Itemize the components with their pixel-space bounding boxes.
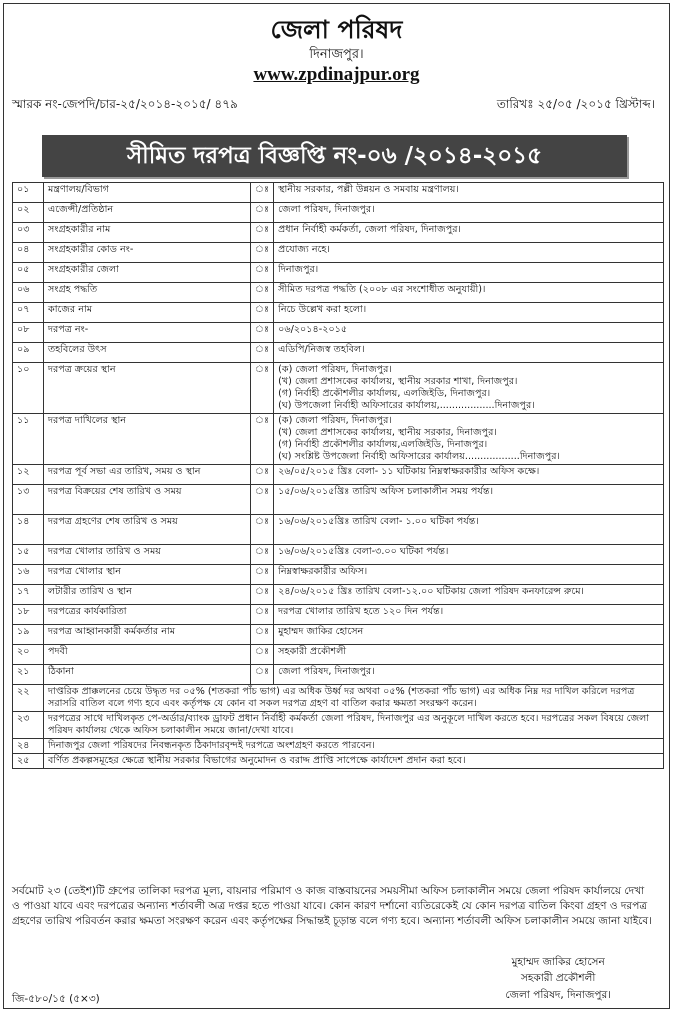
row-value-line: (ক) জেলা পরিষদ, দিনাজপুর। (278, 414, 392, 426)
table-row (13, 183, 664, 203)
row-value-line: (খ) জেলা প্রশাসকের কার্যালয়, স্থানীয় সরকার, দিনাজপুর। (278, 426, 497, 438)
row-value-line: ১৬/০৬/২০১৫খ্রিঃ বেলা-৩.০০ ঘটিকা পর্যন্ত। (278, 545, 449, 557)
row-separator: ঃ (251, 584, 274, 604)
row-number: ১৫ (13, 544, 44, 564)
row-label: দরপত্র পূর্ব সভা এর তারিখ, সময় ও স্থান (44, 464, 251, 484)
table-row (13, 544, 664, 564)
row-number: ০৭ (13, 303, 44, 323)
table-row (13, 604, 664, 624)
table-row (13, 464, 664, 484)
row-value (274, 283, 664, 303)
table-row (13, 243, 664, 263)
note-text: বর্ণিত প্রকল্পসমূহের ক্ষেত্রে স্থানীয় সরকার বিভাগের অনুমোদন ও বরাদ্দ প্রাপ্তি সাপেক্ষে কার্যাদেশ প্রদান করা হবে। (44, 753, 664, 768)
table-row (13, 644, 664, 664)
row-number: ০১ (13, 183, 44, 203)
row-separator: ঃ (251, 223, 274, 243)
note-number: ২৪ (13, 738, 44, 753)
note-text: দরপত্রের সাথে দাখিলকৃত পে-অর্ডার/ব্যাংক ড্রাফট প্রধান নির্বাহী কর্মকর্তা জেলা পরিষদ, দিনাজপুর এর অনুকূলে দাখিল করতে হবে। দরপত্রের সকল বিষয়ে জেলা পরিষদ কার্যালয় থেকে অফিস চলাকালীন সময়ে জানা/দেখা যাবে। (44, 711, 664, 738)
row-label: এজেন্সী/প্রতিষ্ঠান (44, 203, 251, 223)
row-value (274, 183, 664, 203)
note-number: ২৩ (13, 711, 44, 738)
row-number: ২০ (13, 644, 44, 664)
row-value-line: (খ) জেলা প্রশাসকের কার্যালয়, স্থানীয় সরকার শাখা, দিনাজপুর। (278, 375, 518, 387)
row-value-line: জেলা পরিষদ, দিনাজপুর। (278, 204, 375, 215)
note-text: দিনাজপুর জেলা পরিষদের নিবন্ধনকৃত ঠিকাদারবৃন্দই দরপত্রে অংশগ্রহণ করতে পারবেন। (44, 738, 664, 753)
row-label: দরপত্র আহ্বানকারী কর্মকর্তার নাম (44, 624, 251, 644)
row-separator: ঃ (251, 644, 274, 664)
row-separator: ঃ (251, 564, 274, 584)
note-row (13, 711, 664, 738)
row-label: দরপত্র গ্রহণের শেষ তারিখ ও সময় (44, 514, 251, 544)
row-value (274, 644, 664, 664)
row-separator: ঃ (251, 343, 274, 363)
table-row (13, 484, 664, 514)
table-row (13, 564, 664, 584)
memo-number: স্মারক নং-জেপদি/চার-২৫/২০১৪-২০১৫/ ৪৭৯ (12, 97, 238, 111)
row-value-line: জেলা পরিষদ, দিনাজপুর। (278, 665, 375, 677)
row-separator: ঃ (251, 514, 274, 544)
row-label: তহবিলের উৎস (44, 343, 251, 363)
row-label: ঠিকানা (44, 664, 251, 684)
row-value-line: মুহাম্মদ জাকির হোসেন (278, 625, 364, 637)
table-row (13, 413, 664, 464)
row-label: দরপত্র দাখিলের স্থান (44, 413, 251, 464)
signature-block (505, 954, 611, 1003)
row-number: ০৮ (13, 323, 44, 343)
row-value (274, 564, 664, 584)
row-value-line: স্থানীয় সরকার, পল্লী উন্নয়ন ও সমবায় মন্ত্রণালয়। (278, 184, 459, 195)
signatory-name: মুহাম্মদ জাকির হোসেন (511, 956, 605, 968)
row-label: দরপত্র নং- (44, 323, 251, 343)
row-label: সংগ্রহকারীর জেলা (44, 263, 251, 283)
row-separator: ঃ (251, 203, 274, 223)
row-label: কাজের নাম (44, 303, 251, 323)
row-label: দরপত্র ক্রয়ের স্থান (44, 363, 251, 414)
row-number: ১১ (13, 413, 44, 464)
row-value (274, 203, 664, 223)
table-row (13, 664, 664, 684)
row-value-line: (গ) নির্বাহী প্রকৌশলীর কার্যালয়,এলজিইডি, দিনাজপুর। (278, 438, 488, 450)
row-value (274, 484, 664, 514)
table-row (13, 223, 664, 243)
footer-paragraph: সর্বমোট ২৩ (তেইশ)টি গ্রুপের তালিকা দরপত্র মূল্য, বায়নার পরিমাণ ও কাজ বাস্তবায়নের সময়সীমা অফিস চলাকালীন সময়ে জেলা পরিষদ কার্যালয়ে দেখা ও পাওয়া যাবে এবং দরপত্রের অন্যান্য শর্তাবলী অত্র দপ্তর হতে পাওয়া যাবে। কোন কারণ দর্শানো ব্যতিরেকেই যে কোন দরপত্র বাতিল কিংবা গ্রহণ ও দরপত্র গ্রহণের তারিখ পরিবর্তন করার ক্ষমতা সংরক্ষণ করেন এবং কর্তৃপক্ষের সিদ্ধান্তই চূড়ান্ত বলে গণ্য হবে। অন্যান্য শর্তাবলী অফিস চলাকালীন সময়ে জানা যাইবে। (12, 885, 652, 928)
table-row (13, 203, 664, 223)
row-separator: ঃ (251, 283, 274, 303)
note-number: ২৫ (13, 753, 44, 768)
row-value-line: ১৫/০৬/২০১৫খ্রিঃ তারিখ অফিস চলাকালীন সময় পর্যন্ত। (278, 485, 493, 497)
row-number: ১৬ (13, 564, 44, 584)
row-separator: ঃ (251, 544, 274, 564)
row-number: ০৯ (13, 343, 44, 363)
row-value (274, 323, 664, 343)
row-value (274, 343, 664, 363)
row-value (274, 464, 664, 484)
row-value-line: (ঘ) উপজেলা নির্বাহী অফিসারের কার্যালয়,..................দিনাজপুর। (278, 399, 535, 411)
row-value-line: নিচে উল্লেখ করা হলো। (278, 304, 367, 315)
row-label: দরপত্রের কার্যকারিতা (44, 604, 251, 624)
row-value-line: (ক) জেলা পরিষদ, দিনাজপুর। (278, 364, 392, 375)
row-label: সংগ্রহ পদ্ধতি (44, 283, 251, 303)
row-value (274, 413, 664, 464)
table-row (13, 303, 664, 323)
row-separator: ঃ (251, 624, 274, 644)
tender-details-table (12, 182, 664, 769)
row-value (274, 263, 664, 283)
row-value (274, 664, 664, 684)
note-row (13, 684, 664, 711)
notice-banner: সীমিত দরপত্র বিজ্ঞপ্তি নং-০৬ /২০১৪-২০১৫ (42, 135, 627, 177)
note-number: ২২ (13, 684, 44, 711)
row-value (274, 243, 664, 263)
row-value-line: এডিপি/নিজস্ব তহবিল। (278, 344, 365, 355)
row-separator: ঃ (251, 604, 274, 624)
table-row (13, 343, 664, 363)
row-label: পদবী (44, 644, 251, 664)
memo-line (12, 96, 655, 116)
row-value-line: ২৬/০৫/২০১৫ খ্রিঃ বেলা- ১১ ঘটিকায় নিম্নস্বাক্ষরকারীর অফিস কক্ষে। (278, 465, 540, 477)
note-text: দাপ্তরিক প্রাক্কলনের চেয়ে উদ্ধৃত দর ০৫% (শতকরা পাঁচ ভাগ) এর অধিক উর্ধ্ব দর অথবা ০৫% (শতকরা পাঁচ ভাগ) এর অধিক নিম্ন দর দাখিল করিলে দরপত্র সরাসরি বাতিল বলে গণ্য হবে এবং কর্তৃপক্ষ যে কোন বা সকল দরপত্র গ্রহণ বা বাতিল করার ক্ষমতা সংরক্ষণ করেন। (44, 684, 664, 711)
office-title: জেলা পরিষদ (270, 15, 403, 44)
row-separator: ঃ (251, 303, 274, 323)
row-value-line: দিনাজপুর। (278, 264, 319, 275)
row-value-line: নিম্নস্বাক্ষরকারীর অফিস। (278, 565, 368, 577)
row-separator: ঃ (251, 413, 274, 464)
row-value-line: প্রধান নির্বাহী কর্মকর্তা, জেলা পরিষদ, দিনাজপুর। (278, 224, 461, 235)
row-number: ১৯ (13, 624, 44, 644)
row-value-line: সীমিত দরপত্র পদ্ধতি (২০০৮ এর সংশোধীত অনুযায়ী)। (278, 284, 486, 295)
table-row (13, 323, 664, 343)
row-value-line: ১৬/০৬/২০১৫খ্রিঃ তারিখ বেলা- ১.০০ ঘটিকা পর্যন্ত। (278, 515, 479, 527)
memo-date: তারিখঃ ২৫/০৫ /২০১৫ খ্রিস্টাব্দ। (496, 97, 655, 111)
row-label: দরপত্র খোলার তারিখ ও সময় (44, 544, 251, 564)
row-label: সংগ্রহকারীর নাম (44, 223, 251, 243)
table-row (13, 263, 664, 283)
row-number: ০৫ (13, 263, 44, 283)
row-number: ২১ (13, 664, 44, 684)
row-separator: ঃ (251, 363, 274, 414)
row-label: সংগ্রহকারীর কোড নং- (44, 243, 251, 263)
row-label: মন্ত্রণালয়/বিভাগ (44, 183, 251, 203)
note-row (13, 738, 664, 753)
website-link[interactable]: www.zpdinajpur.org (253, 64, 420, 85)
row-number: ০৪ (13, 243, 44, 263)
row-value-line: প্রযোজ্য নহে। (278, 244, 330, 255)
row-number: ০৩ (13, 223, 44, 243)
table-row (13, 584, 664, 604)
row-number: ১০ (13, 363, 44, 414)
row-number: ০৬ (13, 283, 44, 303)
row-value-line: সহকারী প্রকৌশলী (278, 645, 347, 657)
row-value-line: (ঘ) সংশ্লিষ্ট উপজেলা নির্বাহী অফিসারের কার্যালয়..................দিনাজপুর। (278, 450, 560, 462)
row-label: লটারীর তারিখ ও স্থান (44, 584, 251, 604)
row-value (274, 303, 664, 323)
row-value-line: ০৬/২০১৪-২০১৫ (278, 324, 348, 335)
row-number: ০২ (13, 203, 44, 223)
table-row (13, 514, 664, 544)
row-label: দরপত্র খোলার স্থান (44, 564, 251, 584)
row-value-line: (গ) নির্বাহী প্রকৌশলীর কার্যালয়, এলজিইডি, দিনাজপুর। (278, 387, 491, 399)
notice-page (3, 3, 670, 1009)
row-separator: ঃ (251, 243, 274, 263)
row-separator: ঃ (251, 323, 274, 343)
signatory-designation: সহকারী প্রকৌশলী (520, 972, 596, 985)
row-value (274, 223, 664, 243)
row-number: ১২ (13, 464, 44, 484)
signatory-office: জেলা পরিষদ, দিনাজপুর। (505, 988, 611, 1001)
row-value (274, 624, 664, 644)
row-separator: ঃ (251, 484, 274, 514)
row-separator: ঃ (251, 464, 274, 484)
row-number: ১৩ (13, 484, 44, 514)
row-value-line: ২৪/০৬/২০১৫ খ্রিঃ তারিখ বেলা-১২.০০ ঘটিকায় জেলা পরিষদ কনফারেন্স রুমে। (278, 585, 584, 597)
government-code: জি-৫৮০/১৫ (৫×৩) (12, 993, 100, 1005)
row-label: দরপত্র বিক্রয়ের শেষ তারিখ ও সময় (44, 484, 251, 514)
row-value (274, 363, 664, 414)
row-value (274, 544, 664, 564)
table-row (13, 624, 664, 644)
row-separator: ঃ (251, 263, 274, 283)
row-separator: ঃ (251, 664, 274, 684)
row-value (274, 584, 664, 604)
table-row (13, 363, 664, 414)
row-value (274, 514, 664, 544)
note-row (13, 753, 664, 768)
office-district: দিনাজপুর। (309, 47, 364, 62)
row-number: ১৭ (13, 584, 44, 604)
row-number: ১৪ (13, 514, 44, 544)
row-value (274, 604, 664, 624)
row-number: ১৮ (13, 604, 44, 624)
table-row (13, 283, 664, 303)
row-value-line: দরপত্র খোলার তারিখ হতে ১২০ দিন পর্যন্ত। (278, 605, 444, 617)
row-separator: ঃ (251, 183, 274, 203)
